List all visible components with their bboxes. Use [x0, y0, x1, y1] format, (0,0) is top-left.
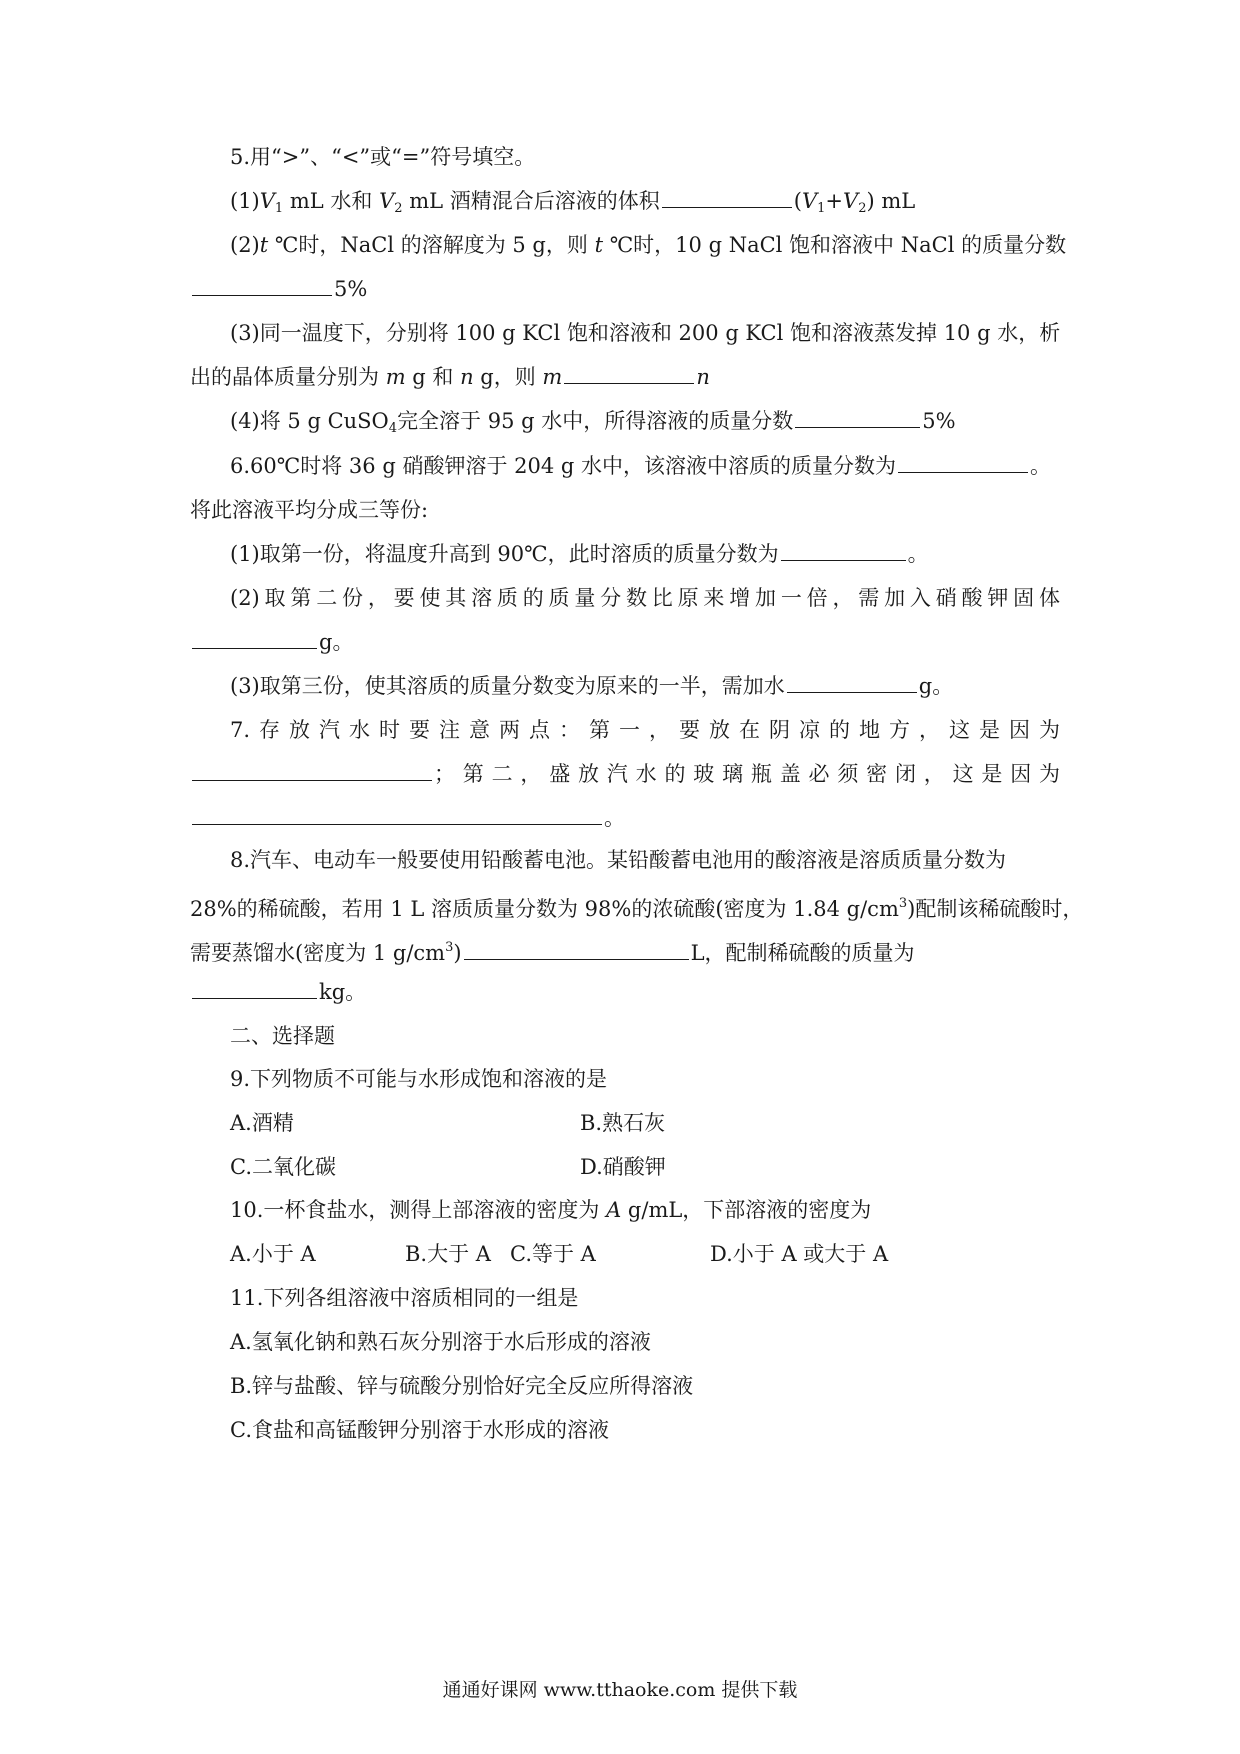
q5-part1: $(1)V_1$ mL 水和 $V_2$ mL 酒精混合后溶液的体积 $(V_1+V_2)$ mL: [230, 189, 916, 216]
q5-part3-line2: 出的晶体质量分别为 m g 和 n g，则 m n: [190, 365, 710, 389]
q11-option-a[interactable]: A.氢氧化钠和熟石灰分别溶于水后形成的溶液: [230, 1330, 651, 1354]
q7-line3: 。: [190, 804, 1060, 832]
q5-part4-blank[interactable]: [795, 407, 920, 428]
q9-option-c[interactable]: C.二氧化碳: [230, 1155, 336, 1179]
q8-line3: 需要蒸馏水(密度为 1 $g/cm^3$) L，配制稀硫酸的质量为: [190, 940, 915, 965]
q6-part3: (3)取第三份，使其溶质的质量分数变为原来的一半，需加水 g。: [230, 674, 954, 698]
q11-option-b[interactable]: B.锌与盐酸、锌与硫酸分别恰好完全反应所得溶液: [230, 1374, 694, 1398]
q9-stem: 9.下列物质不可能与水形成饱和溶液的是: [230, 1067, 608, 1091]
q8-blank2[interactable]: [192, 978, 317, 999]
q6-stem-blank[interactable]: [898, 452, 1028, 473]
q6-part3-blank[interactable]: [787, 672, 917, 693]
q9-option-b[interactable]: B.熟石灰: [580, 1111, 666, 1135]
q8-line4: kg。: [190, 978, 1060, 1006]
q6-part2: (2)取第二份，要使其溶质的质量分数比原来增加一倍，需加入硝酸钾固体: [230, 586, 1060, 610]
q5-part2-blank[interactable]: [192, 275, 332, 296]
q7-line1: 7.存放汽水时要注意两点：第一，要放在阴凉的地方，这是因为: [230, 718, 1060, 742]
q7-blank2[interactable]: [192, 804, 602, 825]
q5-part3-line1: (3)同一温度下，分别将 100 g KCl 饱和溶液和 200 g KCl 饱和溶液蒸发掉 10 g 水，析: [230, 321, 1061, 345]
q5-stem: 5.用“>”、“<”或“=”符号填空。: [230, 145, 536, 169]
q6-part2-answer: g。: [190, 628, 1060, 656]
q5-part2: (2)t ℃时，NaCl 的溶解度为 5 g，则 t ℃时，10 g NaCl 饱和溶液中 NaCl 的质量分数: [230, 233, 1067, 257]
q10-option-b[interactable]: B.大于 A: [405, 1242, 491, 1266]
section-heading: 二、选择题: [230, 1024, 335, 1048]
q9-option-a[interactable]: A.酒精: [230, 1111, 294, 1135]
q7-blank1[interactable]: [192, 760, 432, 781]
q6-part1-blank[interactable]: [781, 540, 906, 561]
q5-part1-blank[interactable]: [662, 187, 792, 208]
q6-stem2: 将此溶液平均分成三等份:: [190, 498, 429, 522]
q11-option-c[interactable]: C.食盐和高锰酸钾分别溶于水形成的溶液: [230, 1418, 609, 1442]
q6-part2-blank[interactable]: [192, 628, 317, 649]
q6-part1: (1)取第一份，将温度升高到 90℃，此时溶质的质量分数为 。: [230, 542, 929, 566]
q6-stem: 6.60℃时将 36 g 硝酸钾溶于 204 g 水中，该溶液中溶质的质量分数为 。: [230, 454, 1051, 478]
q10-option-d[interactable]: D.小于 A 或大于 A: [710, 1242, 889, 1266]
q10-option-a[interactable]: A.小于 A: [230, 1242, 316, 1266]
q7-line2: ；第二，盛放汽水的玻璃瓶盖必须密闭，这是因为: [190, 760, 1060, 788]
q10-option-c[interactable]: C.等于 A: [510, 1242, 596, 1266]
q8-blank1[interactable]: [464, 939, 689, 960]
q9-option-d[interactable]: D.硝酸钾: [580, 1155, 666, 1179]
q8-line2: 28%的稀硫酸，若用 1 L 溶质质量分数为 98%的浓硫酸(密度为 1.84 $g/cm^3$)配制该稀硫酸时，: [190, 896, 1084, 921]
q11-stem: 11.下列各组溶液中溶质相同的一组是: [230, 1286, 579, 1310]
page-footer: 通通好课网 www.tthaoke.com 提供下载: [442, 1679, 798, 1701]
q5-part3-blank[interactable]: [564, 363, 694, 384]
q5-part2-answer: 5%: [190, 275, 1060, 303]
q5-part4: (4)将 5 g CuSO$_4$完全溶于 95 g 水中，所得溶液的质量分数 5%: [230, 409, 956, 436]
q10-stem: 10.一杯食盐水，测得上部溶液的密度为 A g/mL，下部溶液的密度为: [230, 1198, 872, 1222]
q8-line1: 8.汽车、电动车一般要使用铅酸蓄电池。某铅酸蓄电池用的酸溶液是溶质质量分数为: [230, 848, 1007, 872]
